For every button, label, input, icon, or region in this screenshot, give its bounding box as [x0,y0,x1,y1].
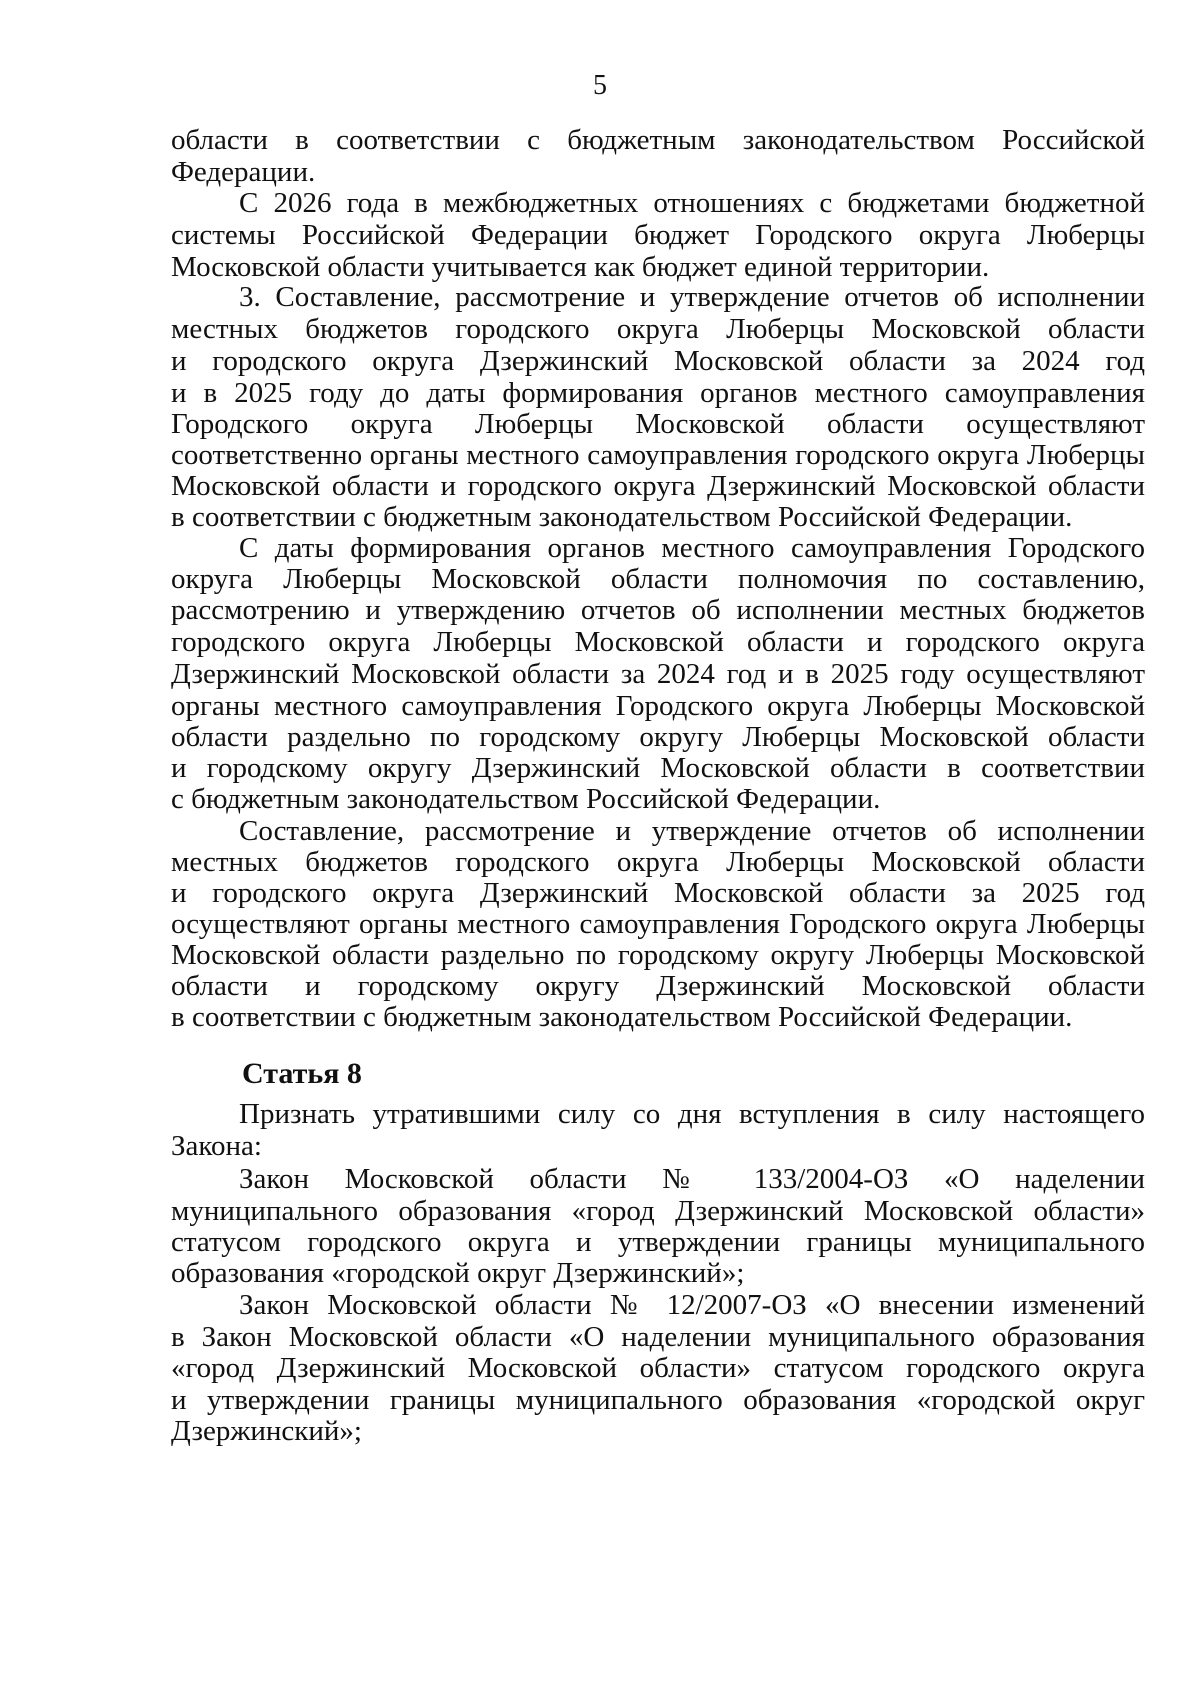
text-line: муниципального образования «город Дзержинский Московской области» [171,1195,1145,1227]
text-line: осуществляют органы местного самоуправления Городского округа Люберцы [171,908,1145,940]
text-line: статусом городского округа и утверждении границы муниципального [171,1226,1145,1258]
text-line: С даты формирования органов местного самоуправления Городского [239,532,1145,564]
text-line: Московской области раздельно по городскому округу Люберцы Московской [171,939,1145,971]
text-line: городского округа Люберцы Московской области и городского округа [171,626,1145,658]
text-line: местных бюджетов городского округа Люберцы Московской области [171,313,1145,345]
text-line: С 2026 года в межбюджетных отношениях с бюджетами бюджетной [239,187,1145,219]
text-line: органы местного самоуправления Городского округа Люберцы Московской [171,690,1145,722]
text-line: и городского округа Дзержинский Московской области за 2024 год [171,345,1145,377]
text-line: в соответствии с бюджетным законодательством Российской Федерации. [171,1001,1073,1033]
text-line: округа Люберцы Московской области полномочия по составлению, [171,563,1145,595]
text-line: Московской области и городского округа Дзержинский Московской области [171,470,1145,502]
text-line: и утверждении границы муниципального образования «городской округ [171,1384,1145,1416]
text-line: области в соответствии с бюджетным законодательством Российской [171,124,1145,156]
text-line: и городского округа Дзержинский Московской области за 2025 год [171,877,1145,909]
text-line: местных бюджетов городского округа Люберцы Московской области [171,846,1145,878]
text-line: «город Дзержинский Московской области» статусом городского округа [171,1352,1145,1384]
text-line: образования «городской округ Дзержинский»; [171,1257,745,1289]
text-line: Федерации. [171,156,316,188]
text-line: Городского округа Люберцы Московской области осуществляют [171,408,1145,440]
page-number: 5 [593,70,607,101]
text-line: области и городскому округу Дзержинский Московской области [171,970,1145,1002]
text-line: в Закон Московской области «О наделении муниципального образования [171,1321,1145,1353]
text-line: с бюджетным законодательством Российской Федерации. [171,783,881,815]
text-line: Закон Московской области № 133/2004-ОЗ «О наделении [239,1163,1145,1195]
text-line: Закон Московской области № 12/2007-ОЗ «О внесении изменений [239,1289,1145,1321]
text-line: 3. Составление, рассмотрение и утверждение отчетов об исполнении [239,281,1145,313]
text-line: Московской области учитывается как бюджет единой территории. [171,251,990,283]
article-heading: Статья 8 [242,1057,362,1090]
text-line: Составление, рассмотрение и утверждение отчетов об исполнении [239,815,1145,847]
text-line: в соответствии с бюджетным законодательством Российской Федерации. [171,501,1073,533]
text-line: соответственно органы местного самоуправления городского округа Люберцы [171,439,1145,471]
text-line: и в 2025 году до даты формирования органов местного самоуправления [171,377,1145,409]
text-line: Закона: [171,1130,262,1162]
text-line: Признать утратившими силу со дня вступления в силу настоящего [239,1098,1145,1130]
text-line: Дзержинский»; [171,1415,362,1447]
text-line: рассмотрению и утверждению отчетов об исполнении местных бюджетов [171,594,1145,626]
text-line: и городскому округу Дзержинский Московской области в соответствии [171,752,1145,784]
text-line: области раздельно по городскому округу Люберцы Московской области [171,721,1145,753]
text-line: Дзержинский Московской области за 2024 год и в 2025 году осуществляют [171,658,1145,690]
text-line: системы Российской Федерации бюджет Городского округа Люберцы [171,219,1145,251]
